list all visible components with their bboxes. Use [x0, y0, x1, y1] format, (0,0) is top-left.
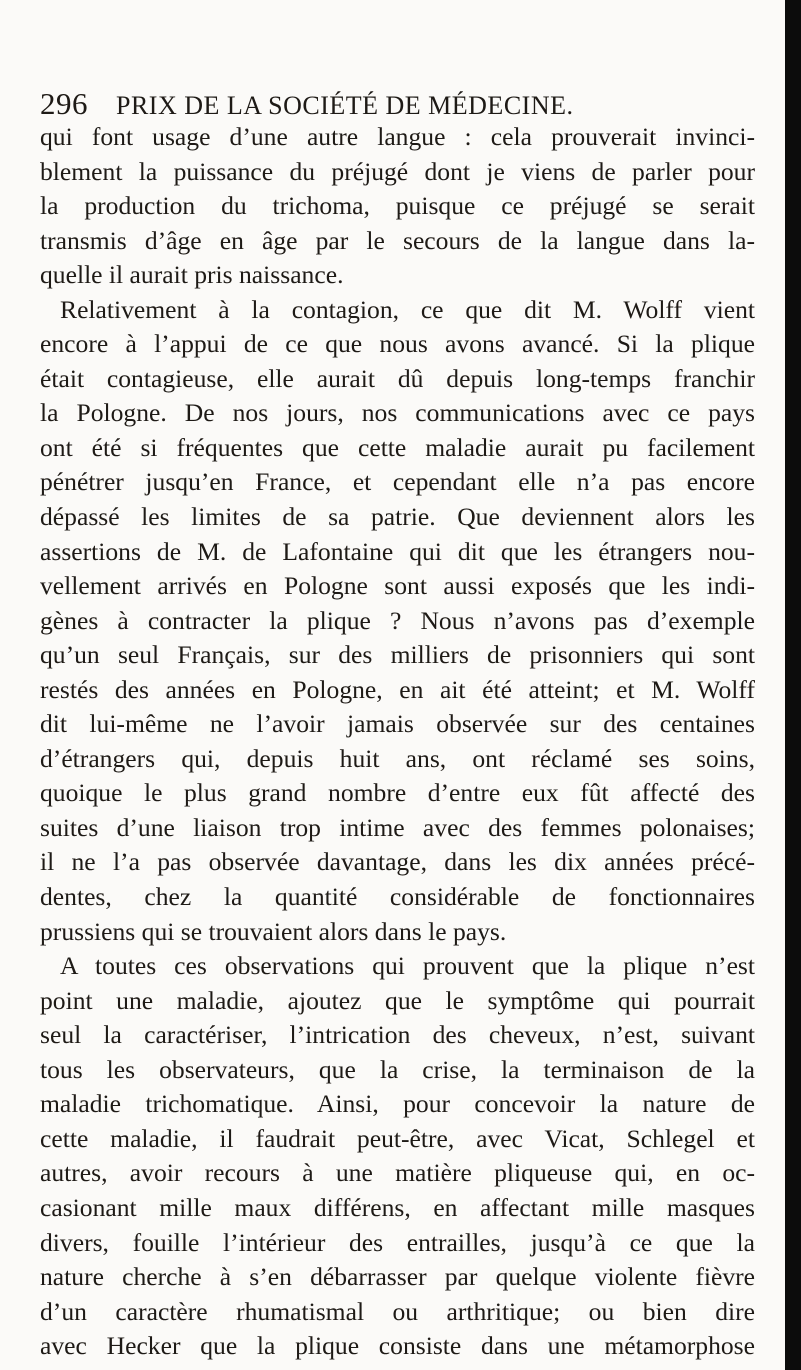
text-line: seul la caractériser, l’intrication des cheveux, n’est, suivant — [40, 1020, 755, 1050]
text-line: maladie trichomatique. Ainsi, pour concevoir la nature de — [40, 1089, 755, 1119]
text-line: point une maladie, ajoutez que le symptôme qui pourrait — [40, 985, 755, 1015]
text-line: nature cherche à s’en débarrasser par quelque violente fièvre — [40, 1262, 755, 1292]
text-line: il ne l’a pas observée davantage, dans les dix années précé- — [40, 847, 755, 877]
page-number: 296 — [40, 86, 88, 121]
text-line: gènes à contracter la plique ? Nous n’avons pas d’exemple — [40, 605, 755, 635]
text-line: d’étrangers qui, depuis huit ans, ont réclamé ses soins, — [40, 743, 755, 773]
text-line: la Pologne. De nos jours, nos communications avec ce pays — [40, 398, 755, 428]
text-line: la production du trichoma, puisque ce préjugé se serait — [40, 191, 755, 221]
text-line: qui font usage d’une autre langue : cela prouverait invinci- — [40, 122, 755, 151]
text-line: Relativement à la contagion, ce que dit M. Wolff vient — [60, 294, 755, 324]
text-line: quoique le plus grand nombre d’entre eux fût affecté des — [40, 778, 755, 808]
text-line: assertions de M. de Lafontaine qui dit que les étrangers nou- — [40, 536, 755, 566]
text-line: quelle il aurait pris naissance. — [40, 260, 344, 290]
text-line: dentes, chez la quantité considérable de fonctionnaires — [40, 882, 755, 912]
text-line: A toutes ces observations qui prouvent que la plique n’est — [60, 951, 755, 981]
page-edge-shadow — [785, 0, 801, 1370]
text-line: autres, avoir recours à une matière pliqueuse qui, en oc- — [40, 1158, 755, 1188]
text-line: qu’un seul Français, sur des milliers de prisonniers qui sont — [40, 640, 755, 670]
text-line: vellement arrivés en Pologne sont aussi exposés que les indi- — [40, 571, 755, 601]
text-line: prussiens qui se trouvaient alors dans le pays. — [40, 916, 507, 946]
text-line: dit lui-même ne l’avoir jamais observée sur des centaines — [40, 709, 755, 739]
text-line: ont été si fréquentes que cette maladie aurait pu facilement — [40, 432, 755, 462]
text-line: cette maladie, il faudrait peut-être, avec Vicat, Schlegel et — [40, 1123, 755, 1153]
body-text — [40, 120, 755, 1364]
text-line: restés des années en Pologne, en ait été atteint; et M. Wolff — [40, 674, 755, 704]
running-title: PRIX DE LA SOCIÉTÉ DE MÉDECINE. — [116, 91, 574, 120]
text-line: casionant mille maux différens, en affectant mille masques — [40, 1192, 755, 1222]
text-line: d’un caractère rhumatismal ou arthritique; ou bien dire — [40, 1296, 755, 1326]
text-line: transmis d’âge en âge par le secours de la langue dans la- — [40, 225, 755, 255]
text-line: dépassé les limites de sa patrie. Que deviennent alors les — [40, 502, 755, 532]
text-line: blement la puissance du préjugé dont je viens de parler pour — [40, 156, 755, 186]
text-line: était contagieuse, elle aurait dû depuis long-temps franchir — [40, 363, 755, 393]
text-line: pénétrer jusqu’en France, et cependant elle n’a pas encore — [40, 467, 755, 497]
text-line: suites d’une liaison trop intime avec des femmes polonaises; — [40, 812, 755, 842]
text-line: divers, fouille l’intérieur des entrailles, jusqu’à ce que la — [40, 1227, 755, 1257]
text-line: avec Hecker que la plique consiste dans une métamorphose — [40, 1331, 755, 1361]
text-line: encore à l’appui de ce que nous avons avancé. Si la plique — [40, 329, 755, 359]
text-line: tous les observateurs, que la crise, la terminaison de la — [40, 1054, 755, 1084]
